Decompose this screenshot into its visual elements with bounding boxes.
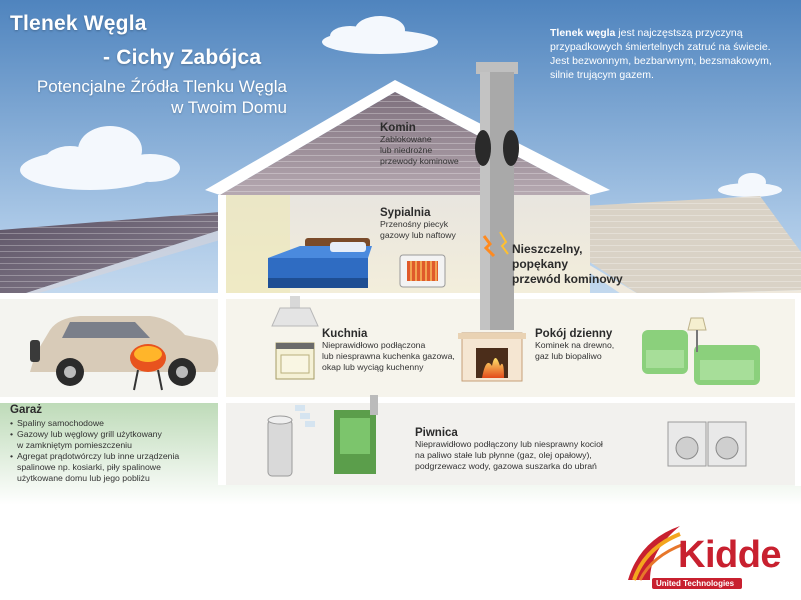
label-piwnica-desc2: na paliwo stałe lub płynne (gaz, olej opałowy), [415, 450, 592, 460]
label-pokoj-title: Pokój dzienny [535, 328, 613, 340]
label-komin-desc3: przewody kominowe [380, 156, 459, 166]
label-piwnica [415, 427, 603, 472]
page-subtitle-line1: Potencjalne Źródła Tlenku Węgla [36, 77, 287, 96]
label-piwnica-desc1: Nieprawidłowo podłączony lub niesprawny kocioł [415, 439, 603, 449]
label-sypialnia-desc1: Przenośny piecyk [380, 219, 449, 229]
garage-item: użytkowane domu lub jego pobliżu [17, 473, 150, 483]
label-sypialnia-desc2: gazowy lub naftowy [380, 230, 456, 240]
space-heater-icon [400, 255, 445, 287]
info-line4: silnie trującym gazem. [550, 69, 654, 81]
label-piwnica-desc3: podgrzewacz wody, gazowa suszarka do ubrań [415, 461, 597, 471]
label-garaz-title: Garaż [10, 404, 42, 416]
armchair-icon [642, 330, 688, 374]
label-flue-line3: przewód kominowy [512, 272, 623, 286]
label-chimney-flue [512, 242, 623, 287]
page-subtitle-line2: w Twoim Domu [171, 98, 287, 117]
label-flue-line2: popękany [512, 257, 569, 271]
page-title-line1: Tlenek Węgla [10, 12, 147, 35]
garage-item: • Spaliny samochodowe [10, 418, 215, 429]
label-kuchnia [322, 328, 455, 373]
label-sypialnia-title: Sypialnia [380, 207, 431, 219]
label-pokoj [535, 328, 614, 362]
stove-icon [276, 343, 314, 379]
label-komin-desc2: lub niedrożne [380, 145, 433, 155]
info-line1: jest najczęstszą przyczyną [615, 27, 743, 39]
kidde-logo-text: Kidde [678, 534, 782, 576]
garage-item: • Agregat prądotwórczy lub inne urządzenia [10, 451, 215, 462]
page-title-line2: - Cichy Zabójca [103, 46, 262, 69]
garage-item: spalinowe np. kosiarki, piły spalinowe [17, 462, 161, 472]
label-komin [380, 122, 459, 167]
garage-item: • Gazowy lub węglowy grill użytkowany [10, 429, 215, 440]
label-garaz [10, 404, 215, 484]
label-piwnica-title: Piwnica [415, 427, 458, 439]
label-kuchnia-desc3: okap lub wyciąg kuchenny [322, 362, 424, 372]
kidde-logo-subtitle: United Technologies [652, 578, 742, 589]
water-heater-icon [268, 416, 292, 476]
label-komin-title: Komin [380, 122, 416, 134]
label-flue-line1: Nieszczelny, [512, 242, 583, 256]
label-pokoj-desc2: gaz lub biopaliwo [535, 351, 602, 361]
garage-item: w zamkniętym pomieszczeniu [17, 440, 132, 450]
info-text [550, 26, 800, 82]
label-kuchnia-title: Kuchnia [322, 328, 368, 340]
label-pokoj-desc1: Kominek na drewno, [535, 340, 615, 350]
label-kuchnia-desc2: lub niesprawna kuchenka gazowa, [322, 351, 455, 361]
info-bold: Tlenek węgla [550, 27, 616, 39]
sofa-icon [694, 345, 760, 385]
info-line2: przypadkowych śmiertelnych zatruć na świecie. [550, 41, 771, 53]
info-line3: Jest bezwonnym, bezbarwnym, bezsmakowym, [550, 55, 772, 67]
label-kuchnia-desc1: Nieprawidłowo podłączona [322, 340, 426, 350]
fireplace-icon [458, 333, 526, 381]
label-sypialnia [380, 207, 456, 241]
label-komin-desc1: Zablokowane [380, 134, 432, 144]
